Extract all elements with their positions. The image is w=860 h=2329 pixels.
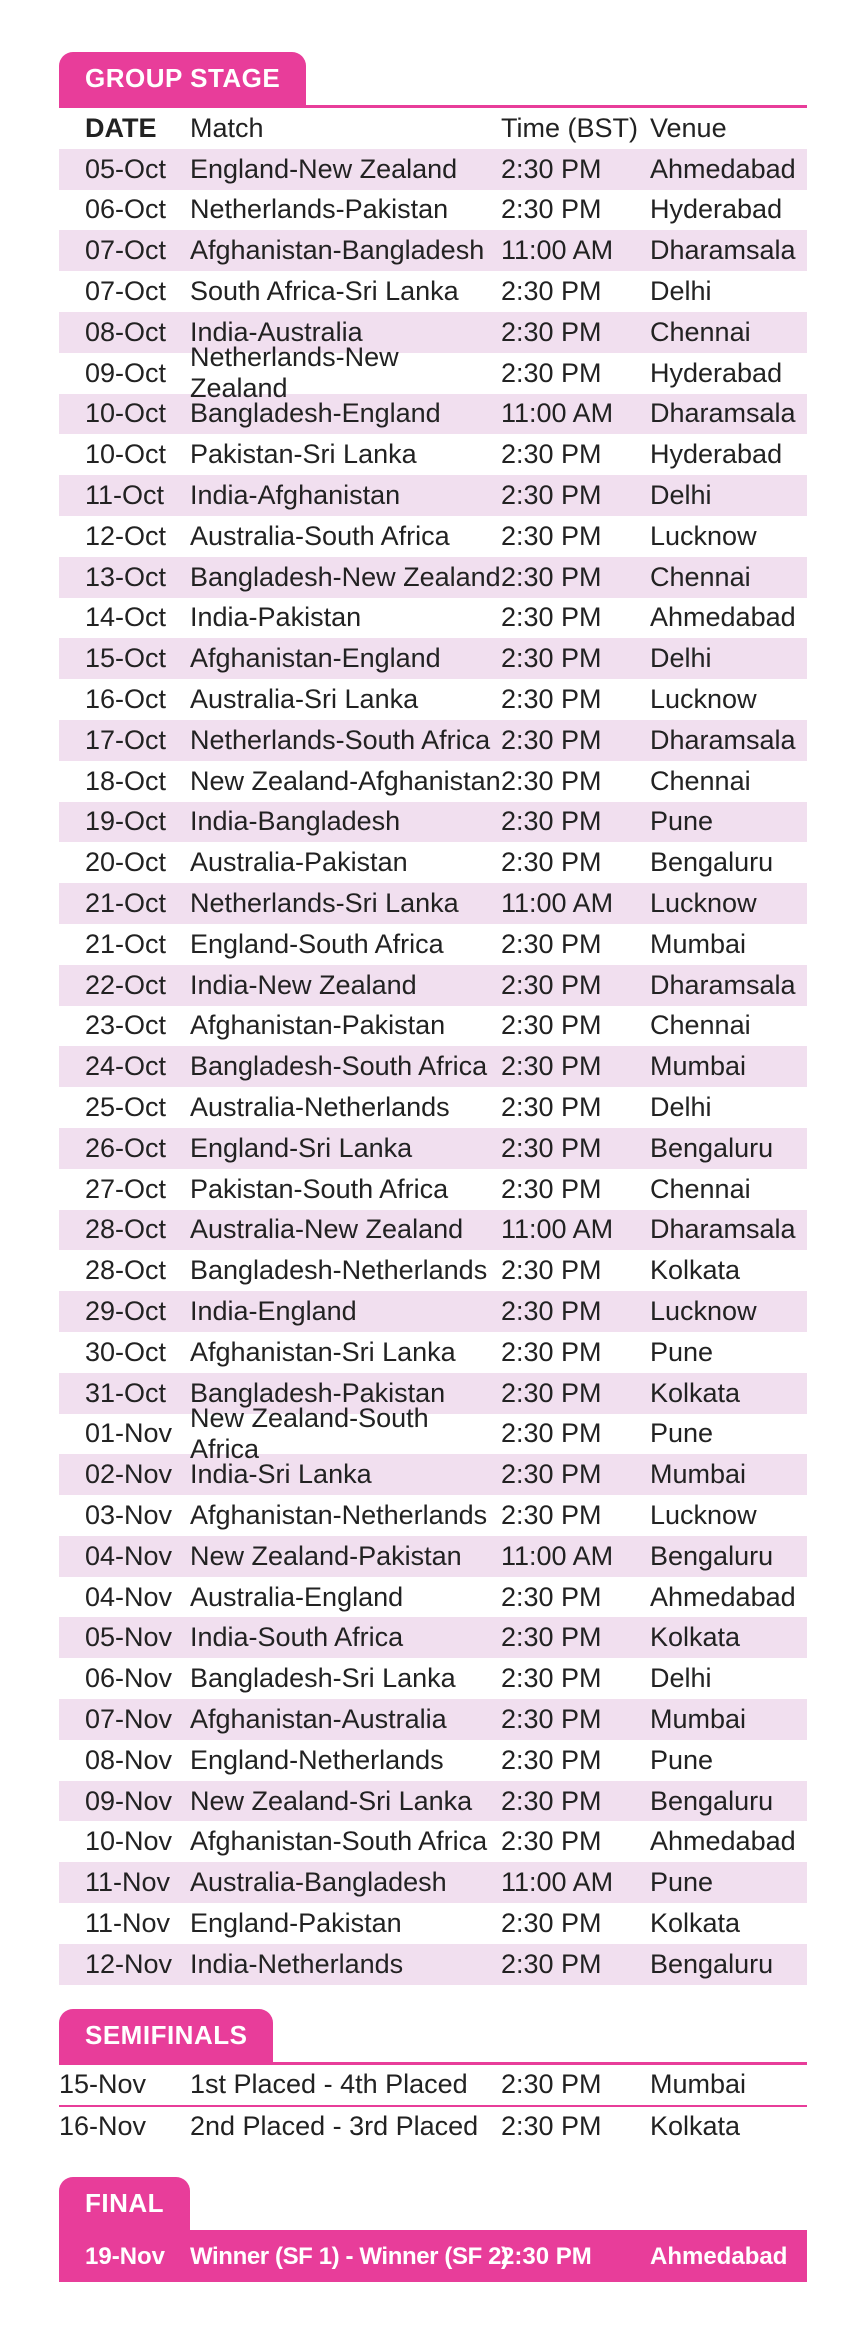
row-venue: Mumbai (650, 928, 747, 959)
row-date: 23-Oct (85, 1010, 167, 1041)
row-venue: Ahmedabad (650, 153, 796, 184)
table-row (59, 1128, 807, 1169)
header-venue: Venue (650, 112, 727, 143)
table-row (59, 271, 807, 312)
table-row (59, 1169, 807, 1210)
row-time: 2:30 PM (501, 1663, 602, 1694)
row-match: England-Pakistan (190, 1907, 402, 1938)
table-row (59, 1087, 807, 1128)
row-date: 16-Oct (85, 684, 167, 715)
row-time: 2:30 PM (501, 1296, 602, 1326)
row-venue: Dharamsala (650, 398, 796, 429)
row-match: Australia-Sri Lanka (190, 684, 419, 715)
table-header (59, 108, 807, 149)
table-row (59, 149, 807, 190)
row-date: 07-Oct (85, 276, 167, 307)
row-venue: Delhi (650, 1663, 712, 1694)
row-time: 2:30 PM (501, 643, 602, 674)
row-time: 2:30 PM (501, 806, 602, 837)
semifinal-date: 16-Nov (59, 2111, 147, 2142)
row-match: Pakistan-Sri Lanka (190, 439, 417, 470)
table-row (59, 1291, 807, 1332)
semifinal-venue: Kolkata (650, 2111, 741, 2142)
row-date: 04-Nov (85, 1581, 173, 1612)
row-date: 12-Oct (85, 520, 167, 551)
row-venue: Chennai (650, 316, 751, 347)
row-date: 05-Nov (85, 1622, 173, 1653)
row-time: 2:30 PM (501, 1622, 602, 1653)
row-time: 2:30 PM (501, 1459, 602, 1490)
row-match: India-Sri Lanka (190, 1459, 372, 1490)
row-match: Australia-Pakistan (190, 847, 408, 878)
row-date: 13-Oct (85, 561, 167, 592)
row-time: 2:30 PM (501, 1010, 602, 1041)
row-date: 21-Oct (85, 928, 167, 959)
row-match: Australia-Netherlands (190, 1092, 450, 1123)
row-date: 09-Nov (85, 1785, 173, 1816)
table-row (59, 1699, 807, 1740)
row-time: 2:30 PM (501, 439, 602, 470)
row-date: 04-Nov (85, 1540, 173, 1571)
row-date: 05-Oct (85, 153, 167, 184)
row-time: 2:30 PM (501, 1499, 602, 1530)
row-time: 2:30 PM (501, 480, 602, 511)
table-row (59, 1821, 807, 1862)
row-match: England-New Zealand (190, 153, 458, 184)
row-time: 11:00 AM (501, 888, 614, 919)
row-time: 11:00 AM (501, 235, 614, 266)
row-time: 2:30 PM (501, 316, 602, 347)
row-venue: Lucknow (650, 520, 757, 551)
row-time: 2:30 PM (501, 928, 602, 959)
semifinals-title: SEMIFINALS (59, 2009, 273, 2062)
table-row (59, 1495, 807, 1536)
row-date: 07-Oct (85, 235, 167, 266)
row-venue: Dharamsala (650, 1214, 796, 1245)
final-match: Winner (SF 1) - Winner (SF 2) (190, 2242, 509, 2270)
row-date: 12-Nov (85, 1948, 173, 1979)
row-date: 24-Oct (85, 1051, 167, 1082)
table-row (59, 1250, 807, 1291)
row-time: 2:30 PM (501, 153, 602, 184)
row-venue: Chennai (650, 765, 751, 796)
row-match: Bangladesh-New Zealand (190, 561, 501, 592)
row-time: 2:30 PM (501, 969, 602, 1000)
row-date: 19-Oct (85, 806, 167, 837)
row-time: 2:30 PM (501, 357, 602, 388)
row-time: 2:30 PM (501, 194, 602, 225)
row-venue: Dharamsala (650, 235, 796, 266)
row-date: 15-Oct (85, 643, 167, 674)
header-time: Time (BST) (501, 112, 638, 143)
row-date: 29-Oct (85, 1296, 167, 1326)
row-match: Netherlands-Pakistan (190, 194, 449, 225)
row-venue: Bengaluru (650, 1132, 774, 1163)
group-stage-table (59, 149, 807, 1985)
row-time: 2:30 PM (501, 847, 602, 878)
row-time: 2:30 PM (501, 602, 602, 633)
row-time: 2:30 PM (501, 1377, 602, 1408)
row-time: 2:30 PM (501, 684, 602, 715)
row-date: 03-Nov (85, 1499, 173, 1530)
row-venue: Dharamsala (650, 969, 796, 1000)
row-match: Australia-South Africa (190, 520, 450, 551)
row-match: India-Bangladesh (190, 806, 401, 837)
table-row (59, 1740, 807, 1781)
table-row (59, 1944, 807, 1985)
table-row (59, 679, 807, 720)
row-time: 2:30 PM (501, 520, 602, 551)
table-row (59, 1332, 807, 1373)
row-time: 11:00 AM (501, 1214, 614, 1245)
row-venue: Hyderabad (650, 194, 783, 225)
row-date: 07-Nov (85, 1703, 173, 1734)
row-match: Bangladesh-South Africa (190, 1051, 488, 1082)
table-row (59, 1454, 807, 1495)
row-match: India-England (190, 1296, 357, 1326)
final-venue: Ahmedabad (650, 2242, 788, 2270)
row-time: 2:30 PM (501, 1255, 602, 1286)
row-date: 10-Nov (85, 1826, 173, 1857)
table-row (59, 1903, 807, 1944)
table-row (59, 1046, 807, 1087)
row-time: 2:30 PM (501, 1581, 602, 1612)
row-time: 2:30 PM (501, 1132, 602, 1163)
row-venue: Lucknow (650, 1296, 757, 1326)
row-match: Afghanistan-Sri Lanka (190, 1336, 456, 1367)
row-date: 26-Oct (85, 1132, 167, 1163)
row-venue: Ahmedabad (650, 1826, 796, 1857)
table-row (59, 1617, 807, 1658)
row-venue: Lucknow (650, 888, 757, 919)
row-match: England-South Africa (190, 928, 444, 959)
row-venue: Hyderabad (650, 357, 783, 388)
row-venue: Delhi (650, 480, 712, 511)
schedule (59, 52, 807, 2282)
row-venue: Kolkata (650, 1377, 741, 1408)
row-venue: Delhi (650, 643, 712, 674)
row-venue: Ahmedabad (650, 602, 796, 633)
row-date: 25-Oct (85, 1092, 167, 1123)
row-match: Australia-Bangladesh (190, 1867, 447, 1898)
row-time: 2:30 PM (501, 1173, 602, 1204)
table-row (59, 516, 807, 557)
row-date: 06-Nov (85, 1663, 173, 1694)
row-time: 2:30 PM (501, 765, 602, 796)
row-time: 11:00 AM (501, 1540, 614, 1571)
semifinal-row (59, 2107, 807, 2147)
row-venue: Kolkata (650, 1622, 741, 1653)
row-venue: Pune (650, 1744, 714, 1775)
row-match: India-Australia (190, 316, 363, 347)
final-row (59, 2236, 807, 2278)
row-venue: Delhi (650, 276, 712, 307)
row-match: New Zealand-Afghanistan (190, 765, 501, 796)
semifinal-row (59, 2065, 807, 2105)
table-row (59, 1210, 807, 1251)
table-row (59, 342, 807, 404)
header-match: Match (190, 112, 264, 143)
row-venue: Lucknow (650, 684, 757, 715)
final-bottom-rule (59, 2278, 807, 2282)
row-date: 08-Nov (85, 1744, 173, 1775)
row-match: Bangladesh-Sri Lanka (190, 1663, 456, 1694)
final-title: FINAL (59, 2177, 190, 2230)
row-venue: Kolkata (650, 1255, 741, 1286)
table-row (59, 802, 807, 843)
row-date: 27-Oct (85, 1173, 167, 1204)
row-venue: Kolkata (650, 1907, 741, 1938)
row-time: 2:30 PM (501, 1826, 602, 1857)
table-row (59, 842, 807, 883)
row-match: England-Sri Lanka (190, 1132, 413, 1163)
row-date: 10-Oct (85, 439, 167, 470)
table-row (59, 190, 807, 231)
row-time: 2:30 PM (501, 1785, 602, 1816)
row-date: 18-Oct (85, 765, 167, 796)
row-match: South Africa-Sri Lanka (190, 276, 459, 307)
semifinal-venue: Mumbai (650, 2069, 747, 2100)
table-row (59, 965, 807, 1006)
row-time: 2:30 PM (501, 1744, 602, 1775)
row-venue: Pune (650, 1867, 714, 1898)
row-date: 22-Oct (85, 969, 167, 1000)
row-venue: Mumbai (650, 1051, 747, 1082)
row-match: Afghanistan-Pakistan (190, 1010, 446, 1041)
group-stage-title: GROUP STAGE (59, 52, 306, 105)
row-venue: Chennai (650, 1173, 751, 1204)
row-venue: Pune (650, 1418, 714, 1449)
table-row (59, 434, 807, 475)
row-time: 2:30 PM (501, 1948, 602, 1979)
table-row (59, 598, 807, 639)
row-time: 2:30 PM (501, 724, 602, 755)
table-row (59, 1536, 807, 1577)
table-row (59, 475, 807, 516)
row-match: Afghanistan-Australia (190, 1703, 447, 1734)
row-venue: Hyderabad (650, 439, 783, 470)
row-venue: Delhi (650, 1092, 712, 1123)
row-date: 20-Oct (85, 847, 167, 878)
row-match: New Zealand-Sri Lanka (190, 1785, 473, 1816)
row-venue: Bengaluru (650, 847, 774, 878)
table-row (59, 1781, 807, 1822)
semifinal-match: 2nd Placed - 3rd Placed (190, 2111, 479, 2142)
row-venue: Mumbai (650, 1703, 747, 1734)
row-date: 31-Oct (85, 1377, 167, 1408)
row-date: 11-Nov (85, 1907, 171, 1938)
semifinal-time: 2:30 PM (501, 2069, 602, 2100)
row-date: 10-Oct (85, 398, 167, 429)
row-venue: Pune (650, 1336, 714, 1367)
semifinal-match: 1st Placed - 4th Placed (190, 2069, 468, 2100)
semifinal-date: 15-Nov (59, 2069, 147, 2100)
row-venue: Chennai (650, 1010, 751, 1041)
row-match: Netherlands-South Africa (190, 724, 491, 755)
table-row (59, 638, 807, 679)
row-match: Netherlands-Sri Lanka (190, 888, 459, 919)
row-match: Bangladesh-England (190, 398, 441, 429)
row-venue: Pune (650, 806, 714, 837)
row-match: India-New Zealand (190, 969, 417, 1000)
table-row (59, 1402, 807, 1464)
row-match: Pakistan-South Africa (190, 1173, 449, 1204)
row-match: Afghanistan-Bangladesh (190, 235, 485, 266)
row-date: 02-Nov (85, 1459, 173, 1490)
row-match: Afghanistan-South Africa (190, 1826, 488, 1857)
table-row (59, 1006, 807, 1047)
table-row (59, 1577, 807, 1618)
semifinal-time: 2:30 PM (501, 2111, 602, 2142)
row-match: Bangladesh-Pakistan (190, 1377, 446, 1408)
row-match: Netherlands-New Zealand (190, 342, 399, 404)
row-time: 2:30 PM (501, 1092, 602, 1123)
row-time: 2:30 PM (501, 1336, 602, 1367)
row-venue: Dharamsala (650, 724, 796, 755)
final-date: 19-Nov (85, 2242, 166, 2270)
row-venue: Mumbai (650, 1459, 747, 1490)
row-venue: Ahmedabad (650, 1581, 796, 1612)
row-time: 2:30 PM (501, 1418, 602, 1449)
final-time: 2:30 PM (501, 2242, 592, 2270)
row-date: 01-Nov (85, 1418, 173, 1449)
row-date: 30-Oct (85, 1336, 167, 1367)
row-match: India-Afghanistan (190, 480, 401, 511)
row-time: 11:00 AM (501, 398, 614, 429)
row-match: New Zealand-Pakistan (190, 1540, 462, 1571)
row-match: India-Netherlands (190, 1948, 404, 1979)
table-row (59, 761, 807, 802)
row-date: 28-Oct (85, 1214, 167, 1245)
row-date: 11-Nov (85, 1867, 171, 1898)
row-date: 14-Oct (85, 602, 167, 633)
row-time: 2:30 PM (501, 1051, 602, 1082)
row-date: 11-Oct (85, 480, 165, 511)
header-date: DATE (85, 112, 157, 143)
row-time: 11:00 AM (501, 1867, 614, 1898)
row-time: 2:30 PM (501, 1907, 602, 1938)
row-date: 21-Oct (85, 888, 167, 919)
table-row (59, 883, 807, 924)
table-row (59, 557, 807, 598)
table-row (59, 1658, 807, 1699)
row-venue: Bengaluru (650, 1540, 774, 1571)
row-date: 08-Oct (85, 316, 167, 347)
row-time: 2:30 PM (501, 276, 602, 307)
row-match: Bangladesh-Netherlands (190, 1255, 488, 1286)
table-row (59, 924, 807, 965)
row-date: 17-Oct (85, 724, 167, 755)
row-match: Afghanistan-Netherlands (190, 1499, 488, 1530)
row-match: Australia-England (190, 1581, 404, 1612)
table-row (59, 1862, 807, 1903)
row-match: India-Pakistan (190, 602, 362, 633)
row-venue: Lucknow (650, 1499, 757, 1530)
row-date: 28-Oct (85, 1255, 167, 1286)
row-venue: Chennai (650, 561, 751, 592)
row-match: England-Netherlands (190, 1744, 444, 1775)
row-venue: Bengaluru (650, 1948, 774, 1979)
table-row (59, 230, 807, 271)
row-venue: Bengaluru (650, 1785, 774, 1816)
row-match: New Zealand-South Africa (190, 1402, 429, 1464)
row-date: 06-Oct (85, 194, 167, 225)
row-date: 09-Oct (85, 357, 167, 388)
row-time: 2:30 PM (501, 561, 602, 592)
row-match: Afghanistan-England (190, 643, 441, 674)
row-match: India-South Africa (190, 1622, 404, 1653)
row-match: Australia-New Zealand (190, 1214, 464, 1245)
row-time: 2:30 PM (501, 1703, 602, 1734)
table-row (59, 394, 807, 435)
table-row (59, 720, 807, 761)
